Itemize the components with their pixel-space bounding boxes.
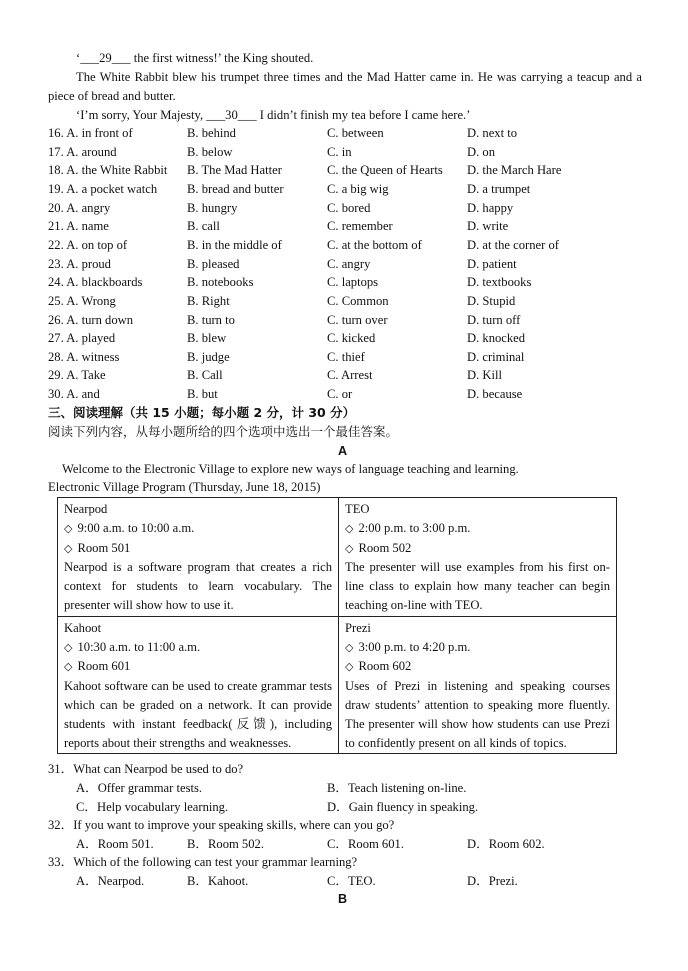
session-description: Nearpod is a software program that creates a rich context for students to learn vocabulary. The presenter will show how to use it. bbox=[64, 560, 332, 612]
cloze-option-d: D. on bbox=[467, 144, 495, 159]
cloze-option-d: D. textbooks bbox=[467, 275, 532, 290]
cloze-option-a: 23. A. proud bbox=[48, 256, 111, 271]
option-b: B．Teach listening on-line. bbox=[327, 781, 467, 795]
cloze-option-c: C. Arrest bbox=[327, 368, 373, 383]
cloze-option-b: B. below bbox=[187, 144, 233, 159]
cloze-option-b: B. Call bbox=[187, 368, 223, 383]
cloze-option-a: 18. A. the White Rabbit bbox=[48, 163, 168, 178]
cloze-option-c: C. between bbox=[327, 126, 384, 140]
room-text: Room 602 bbox=[358, 659, 412, 674]
table-row bbox=[58, 498, 617, 617]
option-c: C．TEO. bbox=[327, 874, 376, 888]
passage-paragraph: The White Rabbit blew his trumpet three times and the Mad Hatter came in. He was carrying a teacup and a piece of bread and butter. bbox=[48, 70, 642, 103]
cloze-option-c: C. bored bbox=[327, 200, 371, 215]
cloze-option-c: C. laptops bbox=[327, 275, 379, 290]
option-b: B．Room 502. bbox=[187, 837, 264, 851]
option-c: C．Help vocabulary learning. bbox=[76, 800, 229, 814]
option-d: D．Room 602. bbox=[467, 837, 545, 851]
option-c: C．Room 601. bbox=[327, 837, 404, 851]
session-time bbox=[345, 638, 610, 658]
session-description: The presenter will use examples from his first on-line class to explain how many teacher can begin teaching on-line with TEO. bbox=[345, 560, 610, 612]
cloze-option-d: D. criminal bbox=[467, 349, 525, 364]
cloze-option-c: C. in bbox=[327, 144, 352, 159]
cloze-option-c: C. kicked bbox=[327, 331, 376, 346]
program-table bbox=[57, 497, 617, 754]
cloze-option-b: B. in the middle of bbox=[187, 237, 282, 252]
session-description: Kahoot software can be used to create grammar tests which can be graded on a network. It can provide students with instant feedback(反馈), including reports about their strengths and weaknesses. bbox=[64, 679, 332, 750]
diamond-icon: ◇ bbox=[345, 521, 354, 535]
cloze-option-a: 22. A. on top of bbox=[48, 237, 128, 252]
cloze-option-b: B. judge bbox=[187, 349, 230, 364]
cloze-option-b: B. hungry bbox=[187, 200, 238, 215]
cloze-option-d: D. at the corner of bbox=[467, 237, 559, 252]
welcome-text: Welcome to the Electronic Village to explore new ways of language teaching and learning. bbox=[62, 462, 519, 476]
cloze-option-a: 29. A. Take bbox=[48, 368, 106, 383]
cloze-option-a: 27. A. played bbox=[48, 331, 116, 346]
option-d: D．Gain fluency in speaking. bbox=[327, 800, 479, 814]
option-a: A．Nearpod. bbox=[76, 874, 145, 888]
quote-mark: ‘ bbox=[76, 51, 81, 65]
session-name: Nearpod bbox=[64, 502, 108, 516]
cloze-option-b: B. blew bbox=[187, 331, 227, 346]
option-a: A．Room 501. bbox=[76, 837, 154, 851]
diamond-icon: ◇ bbox=[64, 521, 73, 535]
blank-29: ___29___ bbox=[80, 51, 131, 65]
cloze-option-a: 28. A. witness bbox=[48, 349, 120, 364]
cloze-option-d: D. Kill bbox=[467, 368, 502, 383]
room-text: Room 601 bbox=[77, 659, 131, 674]
cloze-option-b: B. pleased bbox=[187, 256, 240, 271]
room-text: Room 502 bbox=[358, 540, 412, 555]
blank-30: ___30___ bbox=[206, 108, 257, 122]
time-text: 9:00 a.m. to 10:00 a.m. bbox=[77, 520, 195, 535]
option-a: A．Offer grammar tests. bbox=[76, 781, 203, 795]
cloze-option-a: 17. A. around bbox=[48, 144, 117, 159]
cloze-option-d: D. Stupid bbox=[467, 293, 516, 308]
time-text: 10:30 a.m. to 11:00 a.m. bbox=[77, 639, 201, 654]
option-b: B．Kahoot. bbox=[187, 874, 249, 888]
question-stem: 32．If you want to improve your speaking skills, where can you go? bbox=[48, 818, 395, 832]
cloze-option-c: C. thief bbox=[327, 349, 365, 364]
cloze-option-b: B. call bbox=[187, 219, 220, 234]
time-text: 2:00 p.m. to 3:00 p.m. bbox=[358, 520, 471, 535]
cloze-option-c: C. Common bbox=[327, 293, 389, 308]
program-title: Electronic Village Program (Thursday, June 18, 2015) bbox=[48, 480, 321, 494]
cloze-option-b: B. behind bbox=[187, 126, 236, 140]
cloze-option-c: C. the Queen of Hearts bbox=[327, 163, 443, 178]
session-time bbox=[345, 519, 610, 539]
section-instruction: 阅读下列内容，从每小题所给的四个选项中选出一个最佳答案。 bbox=[48, 424, 399, 439]
session-cell-nearpod bbox=[58, 498, 339, 617]
session-room bbox=[64, 657, 332, 677]
session-time bbox=[64, 638, 332, 658]
cloze-option-b: B. but bbox=[187, 387, 218, 402]
cloze-option-a: 16. A. in front of bbox=[48, 126, 133, 140]
passage-text: I didn’t finish my tea before I came here.’ bbox=[256, 108, 471, 122]
cloze-option-a: 30. A. and bbox=[48, 387, 100, 402]
diamond-icon: ◇ bbox=[64, 640, 73, 654]
session-name: TEO bbox=[345, 502, 370, 516]
time-text: 3:00 p.m. to 4:20 p.m. bbox=[358, 639, 471, 654]
session-name: Prezi bbox=[345, 620, 371, 635]
cloze-option-c: C. or bbox=[327, 387, 353, 402]
diamond-icon: ◇ bbox=[64, 541, 73, 555]
cloze-option-b: B. notebooks bbox=[187, 275, 254, 290]
room-text: Room 501 bbox=[77, 540, 131, 555]
option-d: D．Prezi. bbox=[467, 874, 518, 888]
session-time bbox=[64, 519, 332, 539]
cloze-option-a: 19. A. a pocket watch bbox=[48, 181, 158, 196]
cloze-option-c: C. remember bbox=[327, 219, 393, 234]
cloze-option-b: B. bread and butter bbox=[187, 181, 284, 196]
question-stem: 33．Which of the following can test your grammar learning? bbox=[48, 855, 358, 869]
section-heading: 三、阅读理解（共 15 小题；每小题 2 分，计 30 分） bbox=[48, 405, 356, 420]
session-room bbox=[345, 657, 610, 677]
question-stem: 31．What can Nearpod be used to do? bbox=[48, 762, 244, 776]
cloze-option-d: D. happy bbox=[467, 200, 514, 215]
session-description: Uses of Prezi in listening and speaking courses draw students’ attention to speaking more fluently. The presenter will show how students can use Prezi to confidently present on all kinds of topics. bbox=[345, 679, 610, 750]
cloze-option-d: D. patient bbox=[467, 256, 517, 271]
cloze-option-a: 21. A. name bbox=[48, 219, 109, 234]
session-cell-prezi bbox=[339, 616, 617, 754]
cloze-option-b: B. The Mad Hatter bbox=[187, 163, 282, 178]
cloze-option-a: 26. A. turn down bbox=[48, 312, 134, 327]
passage-a-label: A bbox=[338, 444, 348, 458]
diamond-icon: ◇ bbox=[345, 541, 354, 555]
table-row bbox=[58, 616, 617, 754]
session-cell-teo bbox=[339, 498, 617, 617]
cloze-option-b: B. Right bbox=[187, 293, 230, 308]
cloze-option-b: B. turn to bbox=[187, 312, 235, 327]
cloze-option-c: C. at the bottom of bbox=[327, 237, 422, 252]
cloze-option-d: D. a trumpet bbox=[467, 181, 531, 196]
cloze-option-a: 25. A. Wrong bbox=[48, 293, 116, 308]
cloze-option-d: D. the March Hare bbox=[467, 163, 562, 178]
cloze-option-c: C. a big wig bbox=[327, 181, 389, 196]
cloze-option-c: C. angry bbox=[327, 256, 371, 271]
cloze-option-c: C. turn over bbox=[327, 312, 388, 327]
session-cell-kahoot bbox=[58, 616, 339, 754]
passage-text: ‘I’m sorry, Your Majesty, bbox=[76, 108, 207, 122]
cloze-option-d: D. next to bbox=[467, 126, 518, 140]
diamond-icon: ◇ bbox=[64, 660, 73, 674]
cloze-option-d: D. knocked bbox=[467, 331, 526, 346]
session-room bbox=[64, 539, 332, 559]
passage-line-30 bbox=[76, 106, 470, 124]
cloze-option-d: D. because bbox=[467, 387, 523, 402]
passage-text: the first witness!’ the King shouted. bbox=[130, 51, 314, 65]
passage-line-29 bbox=[76, 49, 313, 67]
cloze-option-d: D. write bbox=[467, 219, 509, 234]
diamond-icon: ◇ bbox=[345, 640, 354, 654]
cloze-option-d: D. turn off bbox=[467, 312, 521, 327]
cloze-option-a: 20. A. angry bbox=[48, 200, 111, 215]
session-room bbox=[345, 539, 610, 559]
passage-b-label: B bbox=[338, 892, 348, 906]
session-name: Kahoot bbox=[64, 620, 102, 635]
cloze-option-a: 24. A. blackboards bbox=[48, 275, 143, 290]
diamond-icon: ◇ bbox=[345, 660, 354, 674]
